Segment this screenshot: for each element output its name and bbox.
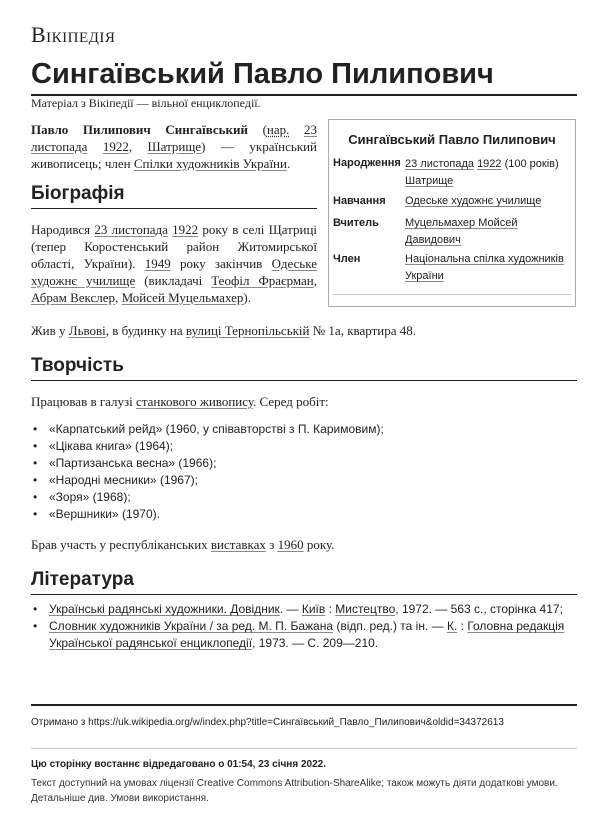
infobox-key-teacher: Вчитель — [333, 217, 379, 229]
bio-school-link[interactable]: Одеське художнє училище — [31, 256, 317, 288]
bio-teacher-link-2[interactable]: Абрам Векслер — [31, 290, 116, 305]
list-item: • Українські радянські художники. Довідник. — Київ : Мистецтво, 1972. — 563 с., сторінка 417; — [31, 601, 565, 618]
works-list — [31, 421, 577, 523]
section-heading-works: Творчість — [31, 355, 577, 381]
birth-date-link[interactable]: 23 листопада — [31, 122, 317, 154]
list-item: • «Народні месники» (1967); — [31, 472, 577, 489]
biography-paragraph: Народився 23 листопада 1922 року в селі Щатриці (тепер Коростенський район Житомирської області, України). 1949 року закінчив Одеське художнє училище (викладачі Теофіл Фраєрман, Абрам Векслер, Мойсей Муцельмахер). — [31, 222, 318, 305]
list-item: • «Цікава книга» (1964); — [31, 438, 577, 455]
infobox-val-birth: 23 листопада 1922 (100 років) Шатрище — [405, 158, 559, 187]
infobox-birth-place-link[interactable]: Шатрище — [405, 175, 454, 187]
infobox-school-link[interactable]: Одеське художнє училище — [405, 195, 542, 207]
infobox-val-member — [405, 251, 575, 285]
last-edited: Цю сторінку востаннє відредаговано о 01:54, 23 січня 2022. — [31, 759, 326, 770]
infobox-val-teacher — [405, 215, 575, 249]
lit-publisher-link-1[interactable]: Мистецтво — [335, 602, 396, 616]
lit-title-link-2[interactable]: Словник художників України / за ред. М. П. Бажана — [49, 619, 334, 633]
retrieved-from[interactable]: Отримано з https://uk.wikipedia.org/w/index.php?title=Сингаївський_Павло_Пилипович&oldid=34372613 — [31, 717, 504, 728]
infobox-divider — [333, 294, 571, 295]
infobox-key-education: Навчання — [333, 195, 386, 207]
list-item: • «Партизанська весна» (1966); — [31, 455, 577, 472]
page-tagline: Матеріал з Вікіпедії — вільної енциклопедії. — [31, 96, 261, 110]
section-heading-biography: Біографія — [31, 183, 317, 209]
bio-grad-year-link[interactable]: 1949 — [144, 256, 171, 271]
license-text: Текст доступний на умовах ліцензії Creative Commons Attribution-ShareAlike; також можуть діяти додаткові умови. Детальніше див. Умови використання. — [31, 778, 558, 804]
intro-paragraph: Павло Пилипович Сингаївський (нар. 23 листопада 1922, Шатрище) — український живописець; член Спілки художників України. — [31, 122, 317, 171]
page-title: Сингаївський Павло Пилипович — [31, 57, 577, 96]
works-intro: Працював в галузі станкового живопису. Серед робіт: — [31, 394, 329, 409]
exhibitions-paragraph: Брав участь у республіканських виставках з 1960 року. — [31, 537, 335, 552]
bio-teacher-link-3[interactable]: Мойсей Муцельмахер — [121, 290, 244, 305]
infobox-val-education — [405, 193, 575, 210]
infobox-birth-year-link[interactable]: 1922 — [477, 158, 502, 170]
list-item: • «Карпатський рейд» (1960, у співавторстві з П. Каримовим); — [31, 421, 577, 438]
exhibitions-year-link[interactable]: 1960 — [277, 537, 304, 552]
lit-title-link-1[interactable]: Українські радянські художники. Довідник — [49, 602, 280, 616]
infobox-birth-date-link[interactable]: 23 листопада — [405, 158, 474, 170]
residence-paragraph: Жив у Львові, в будинку на вулиці Тернопільській № 1а, квартира 48. — [31, 323, 416, 338]
infobox-key-birth: Народження — [333, 157, 401, 169]
literature-list — [31, 601, 565, 652]
footer-divider — [31, 748, 577, 749]
wikipedia-logo[interactable]: Вікіпедія — [31, 22, 116, 47]
list-item: • Словник художників України / за ред. М. П. Бажана (відп. ред.) та ін. — К. : Головна редакція Української радянської енциклопедії, 1973. — С. 209—210. — [31, 618, 565, 652]
birth-abbr-link[interactable]: нар. — [266, 122, 290, 137]
bio-year-link[interactable]: 1922 — [172, 222, 199, 237]
infobox-teacher-link[interactable]: Муцельмахер Мойсей Давидович — [405, 217, 518, 246]
lit-city-link-1[interactable]: Київ — [301, 602, 326, 616]
birth-year-link[interactable]: 1922 — [102, 139, 129, 154]
list-item: • «Вершники» (1970). — [31, 506, 577, 523]
infobox — [328, 119, 576, 307]
section-heading-literature: Література — [31, 569, 577, 595]
infobox-key-member: Член — [333, 253, 361, 265]
birth-village-link[interactable]: Шатрище — [147, 139, 202, 154]
street-link[interactable]: вулиці Тернопільській — [185, 323, 310, 338]
union-link[interactable]: Спілки художників України — [133, 156, 287, 171]
city-link[interactable]: Львові — [68, 323, 106, 338]
infobox-title: Сингаївський Павло Пилипович — [348, 132, 556, 147]
exhibitions-link[interactable]: виставках — [210, 537, 266, 552]
infobox-union-link[interactable]: Національна спілка художників України — [405, 253, 564, 282]
lit-publisher-link-2[interactable]: Головна редакція Української радянської енциклопедії — [49, 619, 565, 650]
easel-painting-link[interactable]: станкового живопису — [136, 394, 254, 409]
footer-divider-top — [31, 704, 577, 706]
bio-date-link[interactable]: 23 листопада — [94, 222, 168, 237]
lit-city-link-2[interactable]: К. — [446, 619, 458, 633]
subject-name: Павло Пилипович Сингаївський — [31, 122, 248, 137]
list-item: • «Зоря» (1968); — [31, 489, 577, 506]
bio-teacher-link-1[interactable]: Теофіл Фраєрман — [211, 273, 314, 288]
